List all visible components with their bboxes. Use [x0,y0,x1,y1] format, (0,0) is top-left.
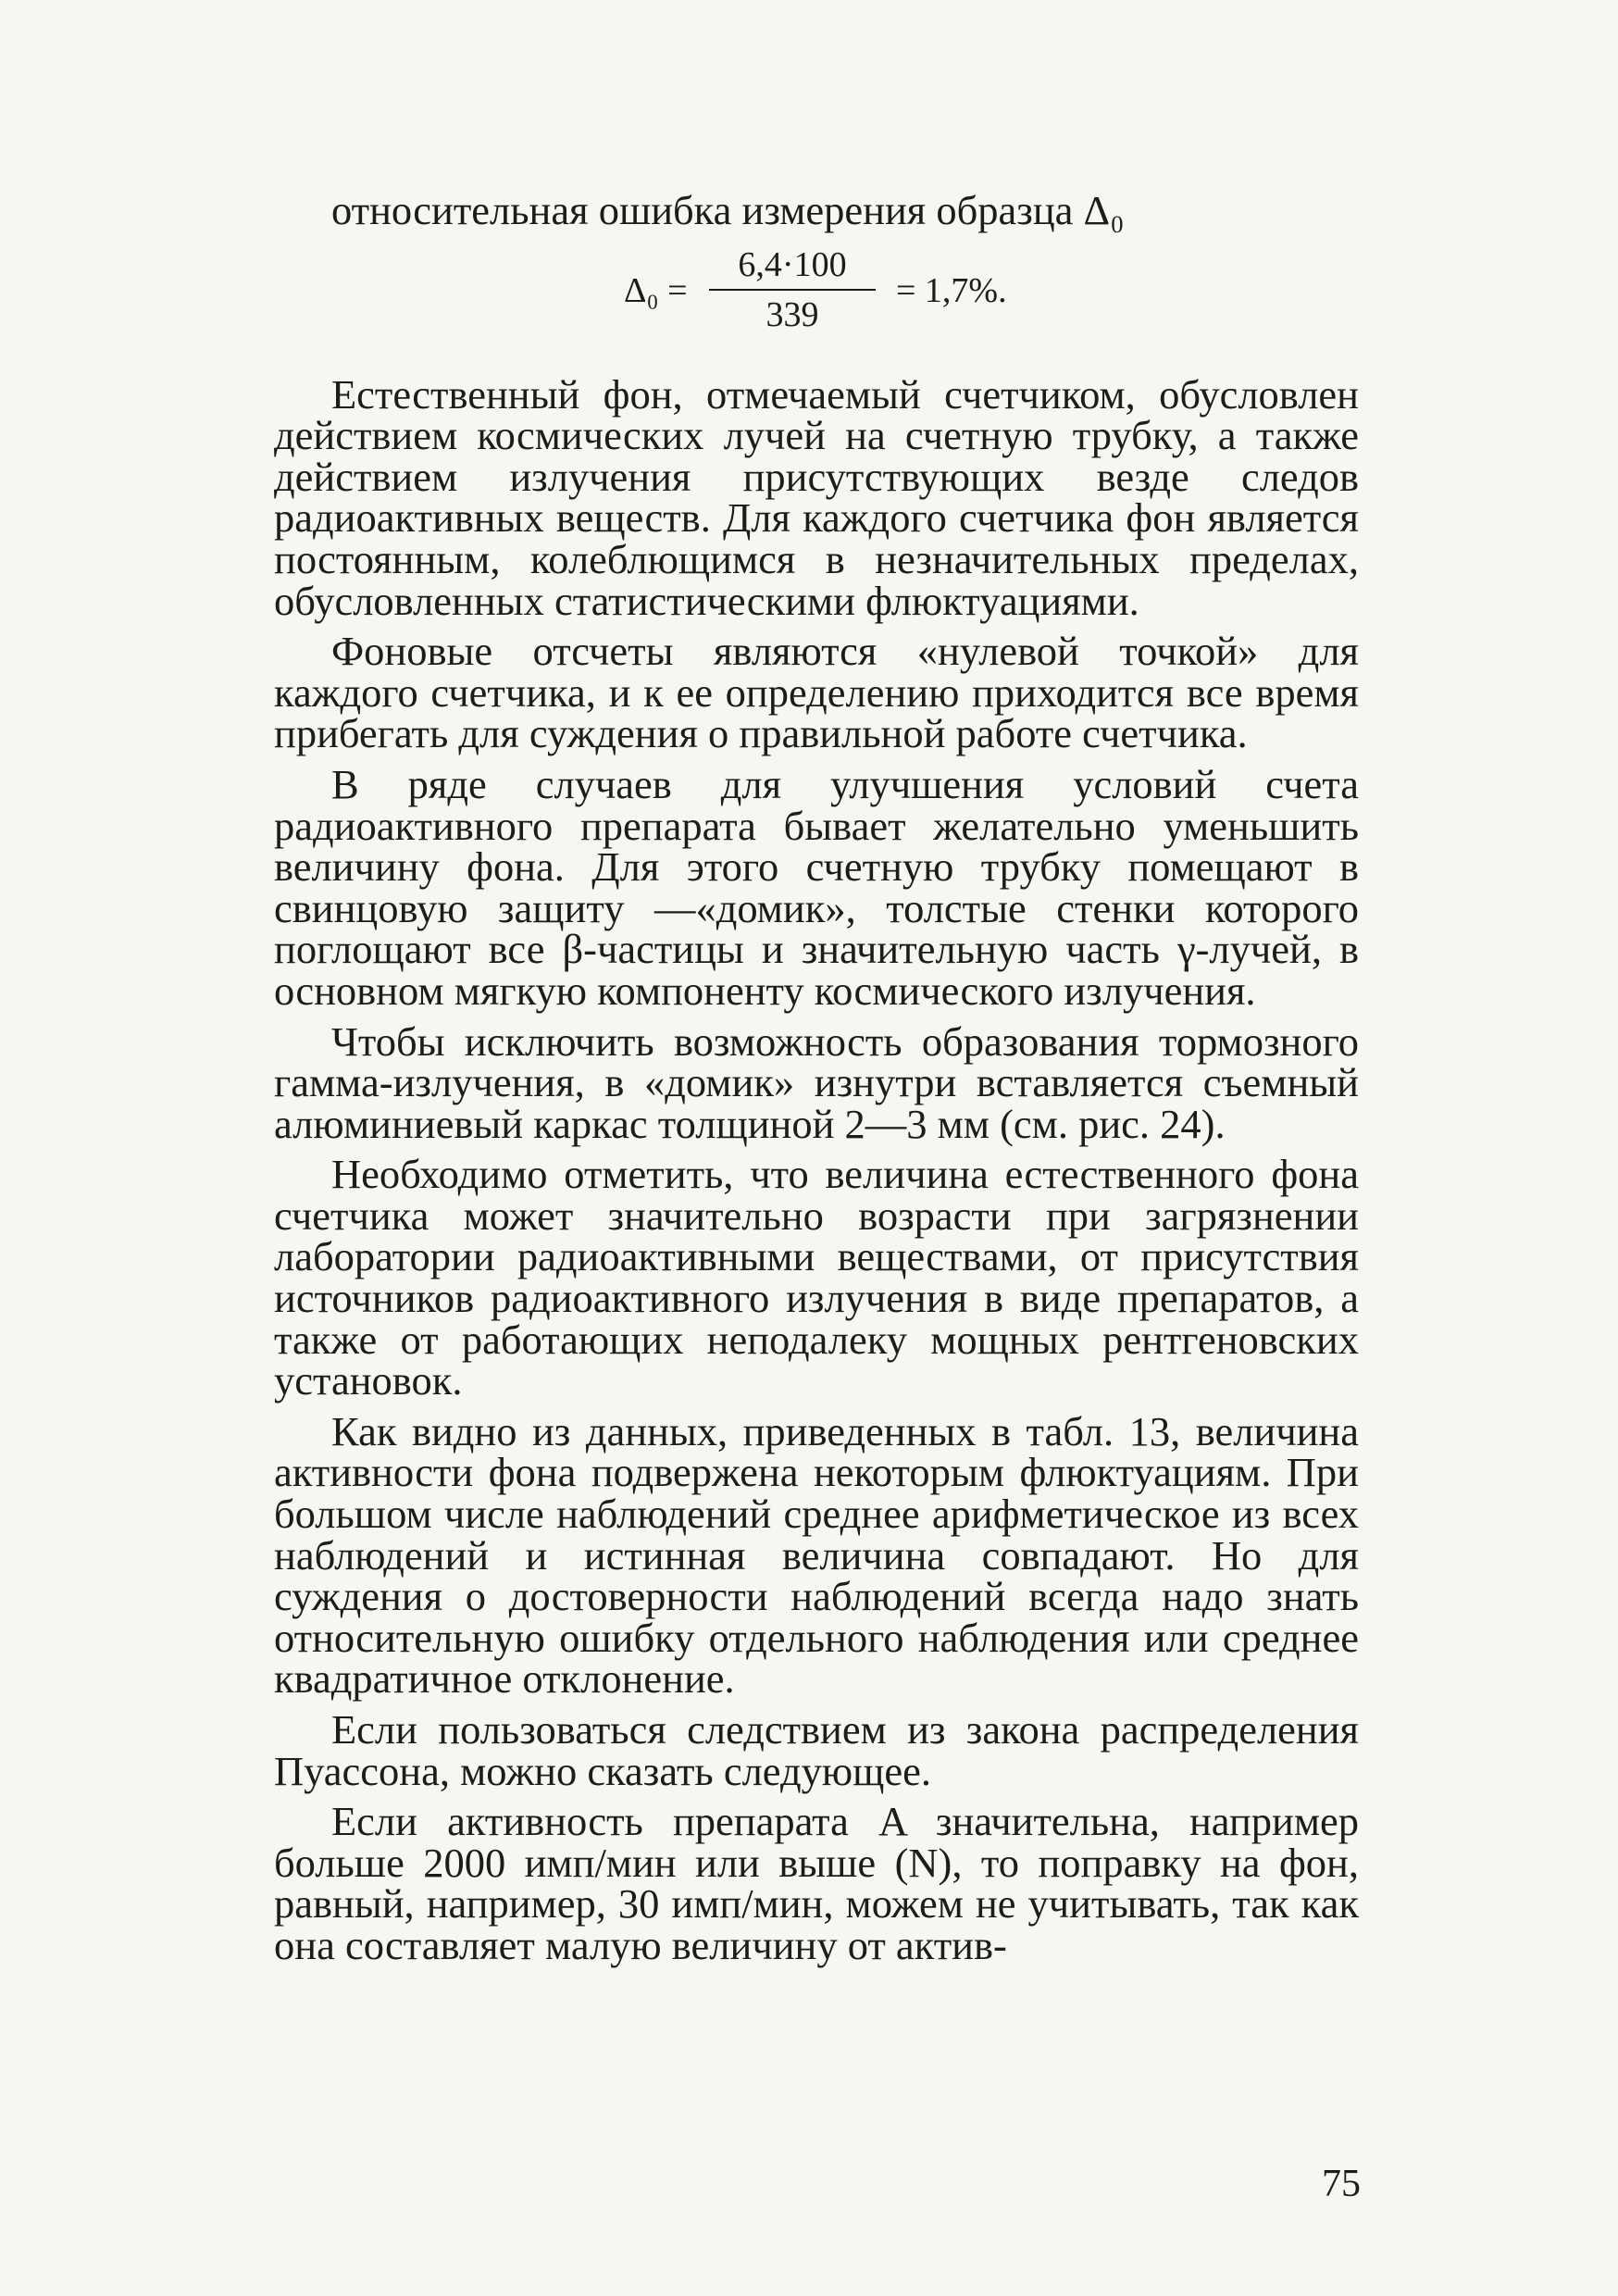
paragraph-natural-background: Естественный фон, отмечаемый счетчиком, обусловлен действием космических лучей на счетную трубку, а также действием излучения присутствующих везде следов радиоактивных веществ. Для каждого счетчика фон является постоянным, колеблющимся в незначительных пределах, обусловленных статистическими флюктуациями. [274,370,1359,624]
page-body [274,187,1359,1976]
formula-denominator: 339 [765,294,819,334]
paragraph-aluminium-frame: Чтобы исключить возможность образования тормозного гамма-излучения, в «домик» изнутри вставляется съемный алюминиевый каркас толщиной 2—3 мм (см. рис. 24). [274,1017,1359,1147]
paragraph-background-counts: Фоновые отсчеты являются «нулевой точкой» для каждого счетчика, и к ее определению приходится все время прибегать для суждения о правильной работе счетчика. [274,628,1359,757]
formula-numerator: 6,4·100 [709,244,876,291]
paragraph-lead-shield: В ряде случаев для улучшения условий счета радиоактивного препарата бывает желательно уменьшить величину фона. Для этого счетную трубку помещают в свинцовую защиту —«домик», толстые стенки которого поглощают все β-частицы и значительную часть γ-лучей, в основном мягкую компоненту космического излучения. [274,760,1359,1014]
formula-lhs: Δ₀ = [624,270,688,310]
formula [274,244,1359,337]
intro-line: относительная ошибка измерения образца Δ₀ [331,187,1125,233]
formula-rhs: = 1,7%. [896,270,1007,310]
paragraph-activity-correction: Если активность препарата A значительна, например больше 2000 имп/мин или выше (N), то поправку на фон, равный, например, 30 имп/мин, можем не учитывать, так как она составляет малую величину от актив- [274,1798,1359,1968]
paragraph-poisson: Если пользоваться следствием из закона распределения Пуассона, можно сказать следующее. [274,1706,1359,1794]
paragraph-fluctuations: Как видно из данных, приведенных в табл. 13, величина активности фона подвержена некоторым флюктуациям. При большом числе наблюдений среднее арифметическое из всех наблюдений и истинная величина совпадают. Но для суждения о достоверности наблюдений всегда надо знать относительную ошибку отдельного наблюдения или среднее квадратичное отклонение. [274,1407,1359,1703]
formula-fraction [709,244,876,335]
paragraph-contamination: Необходимо отметить, что величина естественного фона счетчика может значительно возрасти при загрязнении лаборатории радиоактивными веществами, от присутствия источников радиоактивного излучения в виде препаратов, а также от работающих неподалеку мощных рентгеновских установок. [274,1151,1359,1404]
page-number: 75 [1322,2163,1361,2205]
